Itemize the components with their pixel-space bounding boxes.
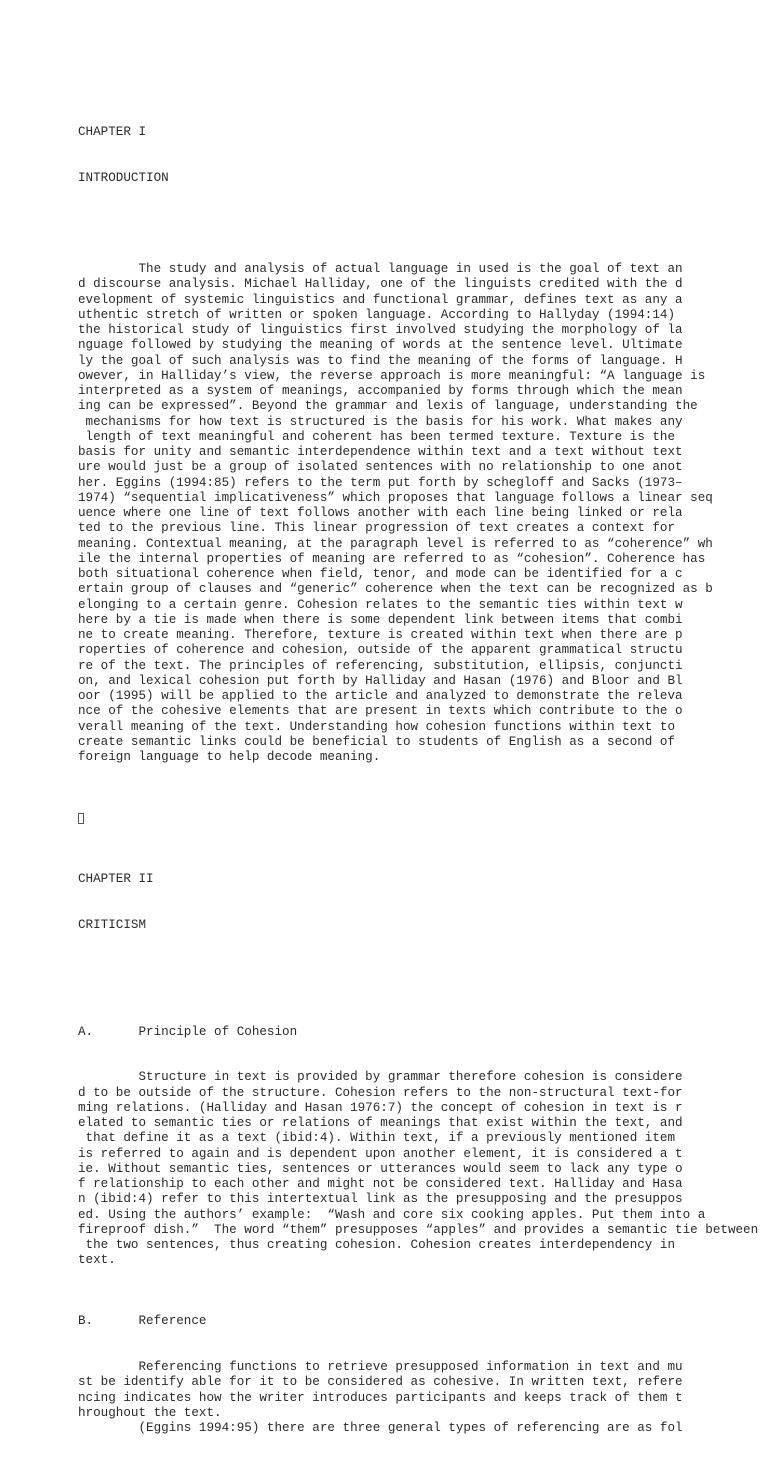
- section-a-heading: A. Principle of Cohesion: [78, 1024, 298, 1039]
- text-line: that define it as a text (ibid:4). Within text, if a previously mentioned item: [78, 1131, 676, 1146]
- text-line: nguage followed by studying the meaning of words at the sentence level. Ultimate: [78, 338, 683, 353]
- chapter-1-subtitle: INTRODUCTION: [78, 170, 169, 185]
- chapter-1-paragraph: [78, 262, 768, 765]
- text-line: her. Eggins (1994:85) refers to the term put forth by schegloff and Sacks (1973–: [78, 475, 683, 490]
- text-line: here by a tie is made when there is some dependent link between items that combi: [78, 612, 683, 627]
- chapter-2-title: CHAPTER II: [78, 872, 154, 886]
- text-line: ted to the previous line. This linear progression of text creates a context for: [78, 521, 676, 536]
- text-line: elonging to a certain genre. Cohesion relates to the semantic ties within text w: [78, 597, 683, 612]
- text-line: ed. Using the authors’ example: “Wash and core six cooking apples. Put them into a: [78, 1207, 706, 1222]
- text-line: ure would just be a group of isolated sentences with no relationship to one anot: [78, 460, 683, 475]
- text-line: st be identify able for it to be considered as cohesive. In written text, refere: [78, 1375, 683, 1390]
- text-line: both situational coherence when field, tenor, and mode can be identified for a c: [78, 567, 683, 581]
- text-line: foreign language to help decode meaning.: [78, 750, 381, 764]
- text-line: length of text meaningful and coherent has been termed texture. Texture is the: [78, 429, 676, 444]
- text-line: on, and lexical cohesion put forth by Halliday and Hasan (1976) and Bloor and Bl: [78, 673, 683, 688]
- text-line: d to be outside of the structure. Cohesion refers to the non-structural text-for: [78, 1085, 683, 1100]
- text-line: Referencing functions to retrieve presupposed information in text and mu: [78, 1360, 683, 1374]
- page-break-icon: [78, 811, 768, 826]
- section-b-heading: B. Reference: [78, 1314, 207, 1329]
- text-line: uence where one line of text follows another with each line being linked or rela: [78, 506, 683, 520]
- text-line: the two sentences, thus creating cohesion. Cohesion creates interdependency in: [78, 1238, 676, 1252]
- text-line: roperties of coherence and cohesion, outside of the apparent grammatical structu: [78, 643, 683, 658]
- text-line: text.: [78, 1253, 116, 1268]
- text-line: elated to semantic ties or relations of meanings that exist within the text, and: [78, 1116, 683, 1130]
- text-line: mechanisms for how text is structured is the basis for his work. What makes any: [78, 414, 683, 429]
- text-line: ncing indicates how the writer introduces participants and keeps track of them t: [78, 1390, 683, 1405]
- text-line: the historical study of linguistics first involved studying the morphology of la: [78, 323, 683, 337]
- text-line: ile the internal properties of meaning are referred to as “cohesion”. Coherence has: [78, 551, 706, 566]
- text-line: ertain group of clauses and “generic” coherence when the text can be recognized as b: [78, 582, 713, 597]
- text-line: create semantic links could be beneficial to students of English as a second of: [78, 734, 676, 749]
- document-body: [78, 79, 768, 1482]
- text-line: meaning. Contextual meaning, at the paragraph level is referred to as “coherence” wh: [78, 536, 713, 551]
- text-line: f relationship to each other and might not be considered text. Halliday and Hasa: [78, 1177, 683, 1191]
- text-line: interpreted as a system of meanings, accompanied by forms through which the mean: [78, 384, 683, 398]
- text-line: (Eggins 1994:95) there are three general types of referencing are as fol: [78, 1421, 683, 1435]
- text-line: basis for unity and semantic interdependence within text and a text without text: [78, 445, 683, 459]
- text-line: ming relations. (Halliday and Hasan 1976:7) the concept of cohesion in text is r: [78, 1100, 683, 1115]
- text-line: Structure in text is provided by grammar therefore cohesion is considere: [78, 1070, 683, 1085]
- text-line: ly the goal of such analysis was to find the meaning of the forms of language. H: [78, 353, 683, 368]
- text-line: ing can be expressed”. Beyond the grammar and lexis of language, understanding the: [78, 399, 698, 414]
- text-line: nce of the cohesive elements that are present in texts which contribute to the o: [78, 704, 683, 719]
- section-b-paragraph: [78, 1360, 768, 1436]
- text-line: d discourse analysis. Michael Halliday, one of the linguists credited with the d: [78, 277, 683, 292]
- text-line: The study and analysis of actual language in used is the goal of text an: [78, 262, 683, 276]
- text-line: n (ibid:4) refer to this intertextual link as the presupposing and the presuppos: [78, 1192, 683, 1207]
- text-line: hroughout the text.: [78, 1405, 222, 1420]
- chapter-2-subtitle: CRITICISM: [78, 917, 147, 932]
- text-line: oor (1995) will be applied to the article and analyzed to demonstrate the releva: [78, 689, 683, 703]
- text-line: uthentic stretch of written or spoken language. According to Hallyday (1994:14): [78, 307, 676, 322]
- text-line: is referred to again and is dependent upon another element, it is considered a t: [78, 1146, 683, 1161]
- text-line: owever, in Halliday’s view, the reverse approach is more meaningful: “A language is: [78, 368, 706, 383]
- text-line: evelopment of systemic linguistics and functional grammar, defines text as any a: [78, 292, 683, 307]
- section-a-paragraph: [78, 1070, 768, 1268]
- text-line: ie. Without semantic ties, sentences or utterances would seem to lack any type o: [78, 1161, 683, 1176]
- chapter-1-title: CHAPTER I: [78, 124, 147, 139]
- text-line: fireproof dish.” The word “them” presupposes “apples” and provides a semantic tie between: [78, 1222, 759, 1237]
- text-line: re of the text. The principles of referencing, substitution, ellipsis, conjuncti: [78, 658, 683, 673]
- text-line: verall meaning of the text. Understanding how cohesion functions within text to: [78, 719, 676, 734]
- text-line: ne to create meaning. Therefore, texture is created within text when there are p: [78, 628, 683, 642]
- blank-line: [78, 216, 768, 231]
- text-line: 1974) “sequential implicativeness” which proposes that language follows a linear seq: [78, 490, 713, 505]
- blank-line: [78, 964, 768, 979]
